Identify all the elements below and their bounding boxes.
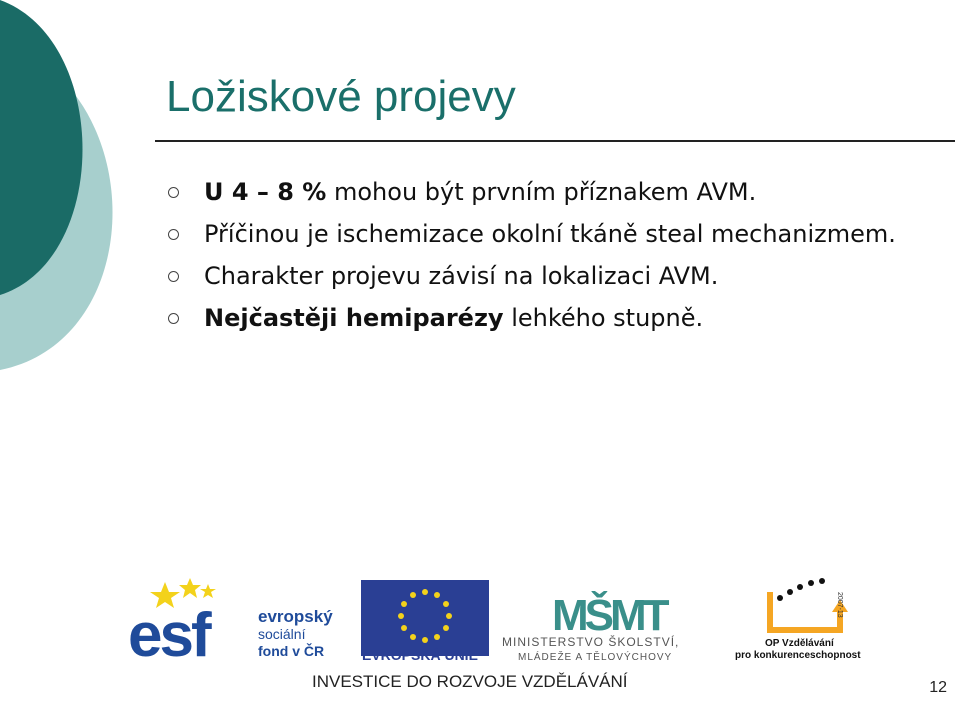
eu-logo: [361, 580, 489, 663]
bullet-list: [160, 178, 950, 346]
op-logo: [735, 578, 861, 661]
eu-text: EVROPSKÁ UNIE: [362, 647, 478, 663]
bullet-text: mohou být prvním příznakem AVM.: [326, 178, 757, 206]
circle-bullet-icon: [168, 187, 179, 198]
bullet-item: [160, 304, 950, 333]
star-icon: [200, 584, 216, 598]
bullet-text: Charakter projevu závisí na lokalizaci AVM.: [204, 262, 719, 290]
esf-letters: esf: [128, 601, 209, 670]
msmt-text-line: MINISTERSTVO ŠKOLSTVÍ,: [502, 635, 680, 649]
circle-bullet-icon: [168, 271, 179, 282]
star-icon: [179, 578, 201, 598]
op-dots-icon: [777, 578, 825, 601]
bullet-bold-text: Nejčastěji hemiparézy: [204, 304, 504, 332]
circle-bullet-icon: [168, 229, 179, 240]
msmt-letters: MŠMT: [552, 591, 666, 640]
investice-banner: INVESTICE DO ROZVOJE VZDĚLÁVÁNÍ: [312, 672, 628, 691]
bullet-item: [160, 262, 950, 291]
msmt-text-line: MLÁDEŽE A TĚLOVÝCHOVY: [518, 652, 673, 663]
op-text-line: OP Vzdělávání: [765, 638, 834, 649]
title-divider: [155, 140, 955, 142]
bullet-text: Příčinou je ischemizace okolní tkáně steal mechanizmem.: [204, 220, 896, 248]
op-text-line: pro konkurenceschopnost: [735, 650, 861, 661]
footer-logo-strip: [0, 570, 959, 700]
slide-number: 12: [929, 679, 947, 696]
op-years: 2007-13: [836, 592, 843, 618]
bullet-text: lehkého stupně.: [503, 304, 704, 332]
msmt-logo: [502, 589, 679, 663]
esf-text-line: evropský: [258, 607, 333, 626]
bullet-item: [160, 220, 950, 249]
esf-logo: [128, 578, 333, 670]
bullet-item: [160, 178, 950, 207]
page-title: Ložiskové projevy: [166, 72, 516, 121]
esf-text-line: sociální: [258, 626, 306, 642]
esf-text-line: fond v ČR: [258, 643, 325, 659]
bullet-bold-text: U 4 – 8 %: [204, 178, 327, 206]
circle-bullet-icon: [168, 313, 179, 324]
decorative-side-shapes: [0, 0, 140, 400]
